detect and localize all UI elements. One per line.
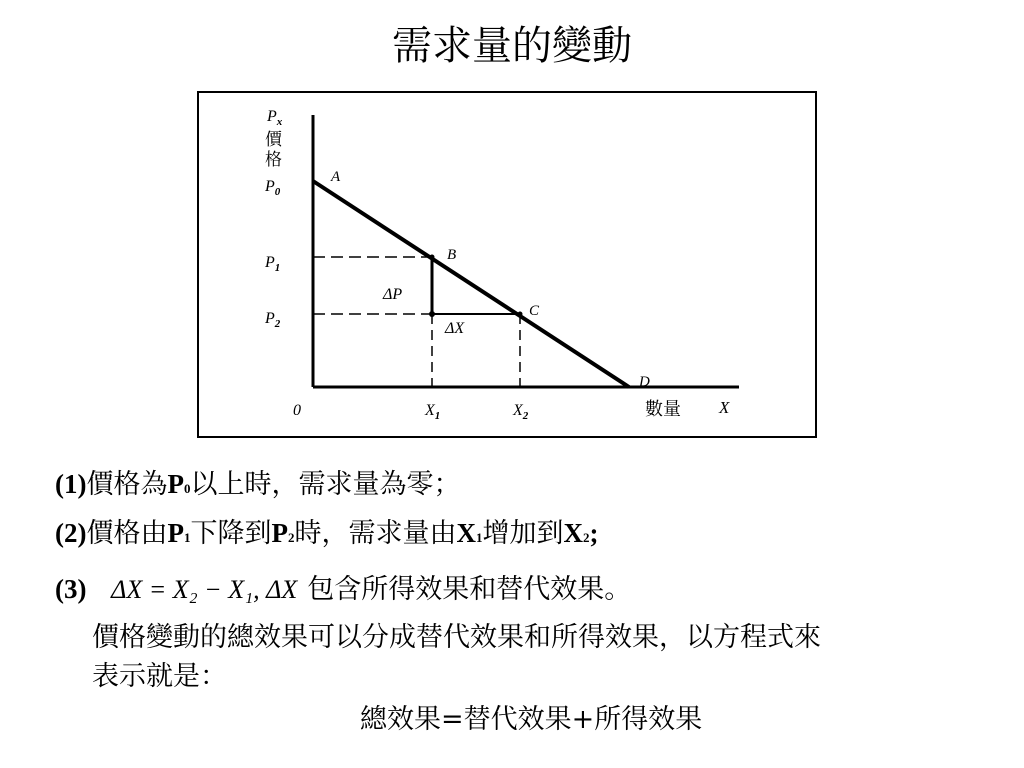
point-b-dot: [430, 255, 435, 260]
p0-label: $P_0$: [265, 178, 281, 198]
point-corner-dot: [429, 311, 435, 317]
point-d-label: D: [639, 374, 650, 390]
delta-x-label: ΔX: [445, 320, 465, 337]
statement-3: [55, 571, 631, 608]
point-c-dot: [518, 312, 523, 317]
statement-2-p2: P: [271, 518, 288, 548]
statement-3-number: (3): [55, 574, 87, 604]
statement-2: [55, 515, 598, 556]
statement-2-x1-sub: 1: [475, 530, 483, 545]
page-title: 需求量的變動: [392, 23, 632, 69]
statement-2-x2-sub: 2: [582, 530, 590, 545]
statement-1-text-b: 以上時，需求量為零；: [190, 469, 461, 500]
statement-1-p-sub: 0: [183, 481, 191, 496]
statement-2-end: ;: [589, 518, 599, 548]
x-axis-label: X: [719, 398, 730, 417]
statement-3-formula: ΔX = X₂ − X₁, ΔX: [111, 575, 298, 604]
statement-2-text-d: 增加到: [482, 518, 564, 549]
demand-curve-figure: [197, 91, 817, 438]
statement-2-p1-sub: 1: [183, 530, 191, 545]
statement-2-x1: X: [456, 518, 476, 548]
p2-label: $P_2$: [265, 310, 281, 330]
demand-curve-diagram: [199, 93, 815, 436]
total-effect-explanation-line-1: 價格變動的總效果可以分成替代效果和所得效果，以方程式來: [92, 622, 821, 653]
statement-3-text: 包含所得效果和替代效果。: [307, 574, 632, 605]
x2-label: $X_2$: [513, 402, 529, 422]
statement-2-text-a: 價格由: [86, 518, 168, 549]
statement-2-text-b: 下降到: [190, 518, 272, 549]
total-effect-explanation-line-2: 表示就是：: [92, 661, 227, 692]
total-effect-equation: 總效果=替代效果+所得效果: [360, 704, 703, 735]
axis-py-char-2: 格: [265, 150, 282, 170]
p1-label: $P_1$: [265, 254, 281, 274]
statement-2-p1: P: [167, 518, 184, 548]
x1-label: $X_1$: [425, 402, 441, 422]
statement-1-p: P: [167, 469, 184, 499]
axis-px-label: $P_x$: [267, 108, 283, 128]
origin-label: 0: [293, 402, 301, 419]
statement-2-number: (2): [55, 518, 87, 548]
point-b-label: B: [447, 247, 457, 263]
statement-1: [55, 466, 460, 507]
axis-py-char-1: 價: [265, 130, 282, 150]
delta-p-label: ΔP: [383, 286, 403, 303]
point-c-label: C: [529, 303, 540, 319]
point-a-label: A: [331, 169, 341, 185]
statement-2-x2: X: [563, 518, 583, 548]
demand-line: [313, 181, 629, 387]
statement-2-p2-sub: 2: [287, 530, 295, 545]
quantity-label: 數量: [645, 399, 681, 420]
statement-2-text-c: 時，需求量由: [294, 518, 457, 549]
statement-1-text-a: 價格為: [86, 469, 168, 500]
statement-1-number: (1): [55, 469, 87, 499]
